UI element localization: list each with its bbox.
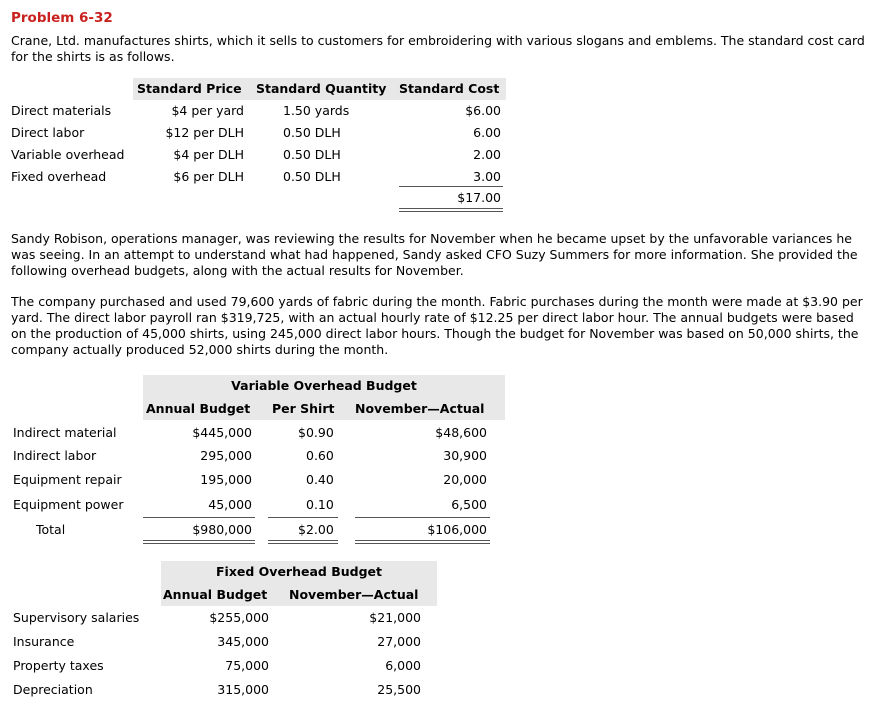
header-per-shirt: Per Shirt [272, 401, 335, 416]
row-cost: 6.00 [473, 125, 501, 140]
row-actual: 20,000 [443, 472, 487, 487]
subtotal-rule [399, 186, 503, 187]
subtotal-rule [355, 517, 490, 518]
row-annual: 45,000 [208, 497, 252, 512]
row-actual: $48,600 [435, 425, 487, 440]
row-actual: 25,500 [377, 682, 421, 697]
subtotal-rule [143, 517, 255, 518]
total-label: Total [36, 522, 66, 537]
row-quantity: 0.50 DLH [283, 125, 341, 140]
row-label: Variable overhead [11, 147, 125, 162]
total-double-rule [355, 540, 490, 544]
header-annual-budget: Annual Budget [146, 401, 251, 416]
row-label: Equipment power [13, 497, 124, 512]
row-actual: 6,500 [451, 497, 487, 512]
row-per-shirt: 0.10 [306, 497, 334, 512]
intro-paragraph: Crane, Ltd. manufactures shirts, which it sells to customers for embroidering with various slogans and emblems. The standard cost card for the shirts is as follows. [11, 33, 865, 64]
fixed-budget-title: Fixed Overhead Budget [216, 564, 382, 579]
row-per-shirt: 0.40 [306, 472, 334, 487]
row-label: Equipment repair [13, 472, 122, 487]
header-standard-price: Standard Price [137, 81, 242, 96]
header-standard-quantity: Standard Quantity [256, 81, 387, 96]
row-annual: 315,000 [217, 682, 269, 697]
row-annual: 75,000 [225, 658, 269, 673]
total-double-rule [143, 540, 255, 544]
header-november-actual: November—Actual [355, 401, 485, 416]
row-cost: 3.00 [473, 169, 501, 184]
row-quantity: 0.50 DLH [283, 169, 341, 184]
row-per-shirt: 0.60 [306, 448, 334, 463]
row-cost: 2.00 [473, 147, 501, 162]
row-per-shirt: $0.90 [298, 425, 334, 440]
row-label: Fixed overhead [11, 169, 107, 184]
total-per-shirt: $2.00 [298, 522, 334, 537]
subtotal-rule [268, 517, 338, 518]
narrative-paragraph: Sandy Robison, operations manager, was reviewing the results for November when he became upset by the unfavorable variances he was seeing. In an attempt to understand what had happened, Sandy asked CFO Suzy Summers for more information. She provided the following overhead budgets, along with the actual results for November. [11, 231, 858, 278]
row-label: Property taxes [13, 658, 104, 673]
cost-card-total: $17.00 [457, 190, 501, 205]
row-annual: 295,000 [200, 448, 252, 463]
problem-title: Problem 6-32 [11, 10, 113, 26]
row-actual: 30,900 [443, 448, 487, 463]
row-cost: $6.00 [465, 103, 501, 118]
total-double-rule [399, 208, 503, 212]
row-price: $12 per DLH [165, 125, 244, 140]
total-actual: $106,000 [427, 522, 487, 537]
row-annual: $445,000 [192, 425, 252, 440]
row-label: Direct materials [11, 103, 112, 118]
row-annual: 345,000 [217, 634, 269, 649]
row-label: Depreciation [13, 682, 93, 697]
header-standard-cost: Standard Cost [399, 81, 500, 96]
row-actual: $21,000 [369, 610, 421, 625]
row-label: Direct labor [11, 125, 85, 140]
variable-budget-title: Variable Overhead Budget [231, 378, 417, 393]
total-annual: $980,000 [192, 522, 252, 537]
row-quantity: 1.50 yards [283, 103, 350, 118]
row-annual: 195,000 [200, 472, 252, 487]
row-actual: 27,000 [377, 634, 421, 649]
row-actual: 6,000 [385, 658, 421, 673]
row-label: Insurance [13, 634, 75, 649]
row-price: $6 per DLH [173, 169, 244, 184]
facts-paragraph: The company purchased and used 79,600 yards of fabric during the month. Fabric purchases during the month were made at $3.90 per yard. The direct labor payroll ran $319,725, with an actual hourly rate of $12.25 per direct labor hour. The annual budgets were based on the production of 45,000 shirts, using 245,000 direct labor hours. Though the budget for November was based on 50,000 shirts, the company actually produced 52,000 shirts during the month. [11, 294, 863, 357]
row-annual: $255,000 [209, 610, 269, 625]
header-annual-budget: Annual Budget [163, 587, 268, 602]
header-november-actual: November—Actual [289, 587, 419, 602]
row-label: Indirect material [13, 425, 117, 440]
row-price: $4 per DLH [173, 147, 244, 162]
row-quantity: 0.50 DLH [283, 147, 341, 162]
row-price: $4 per yard [171, 103, 244, 118]
row-label: Supervisory salaries [13, 610, 140, 625]
row-label: Indirect labor [13, 448, 97, 463]
total-double-rule [268, 540, 338, 544]
